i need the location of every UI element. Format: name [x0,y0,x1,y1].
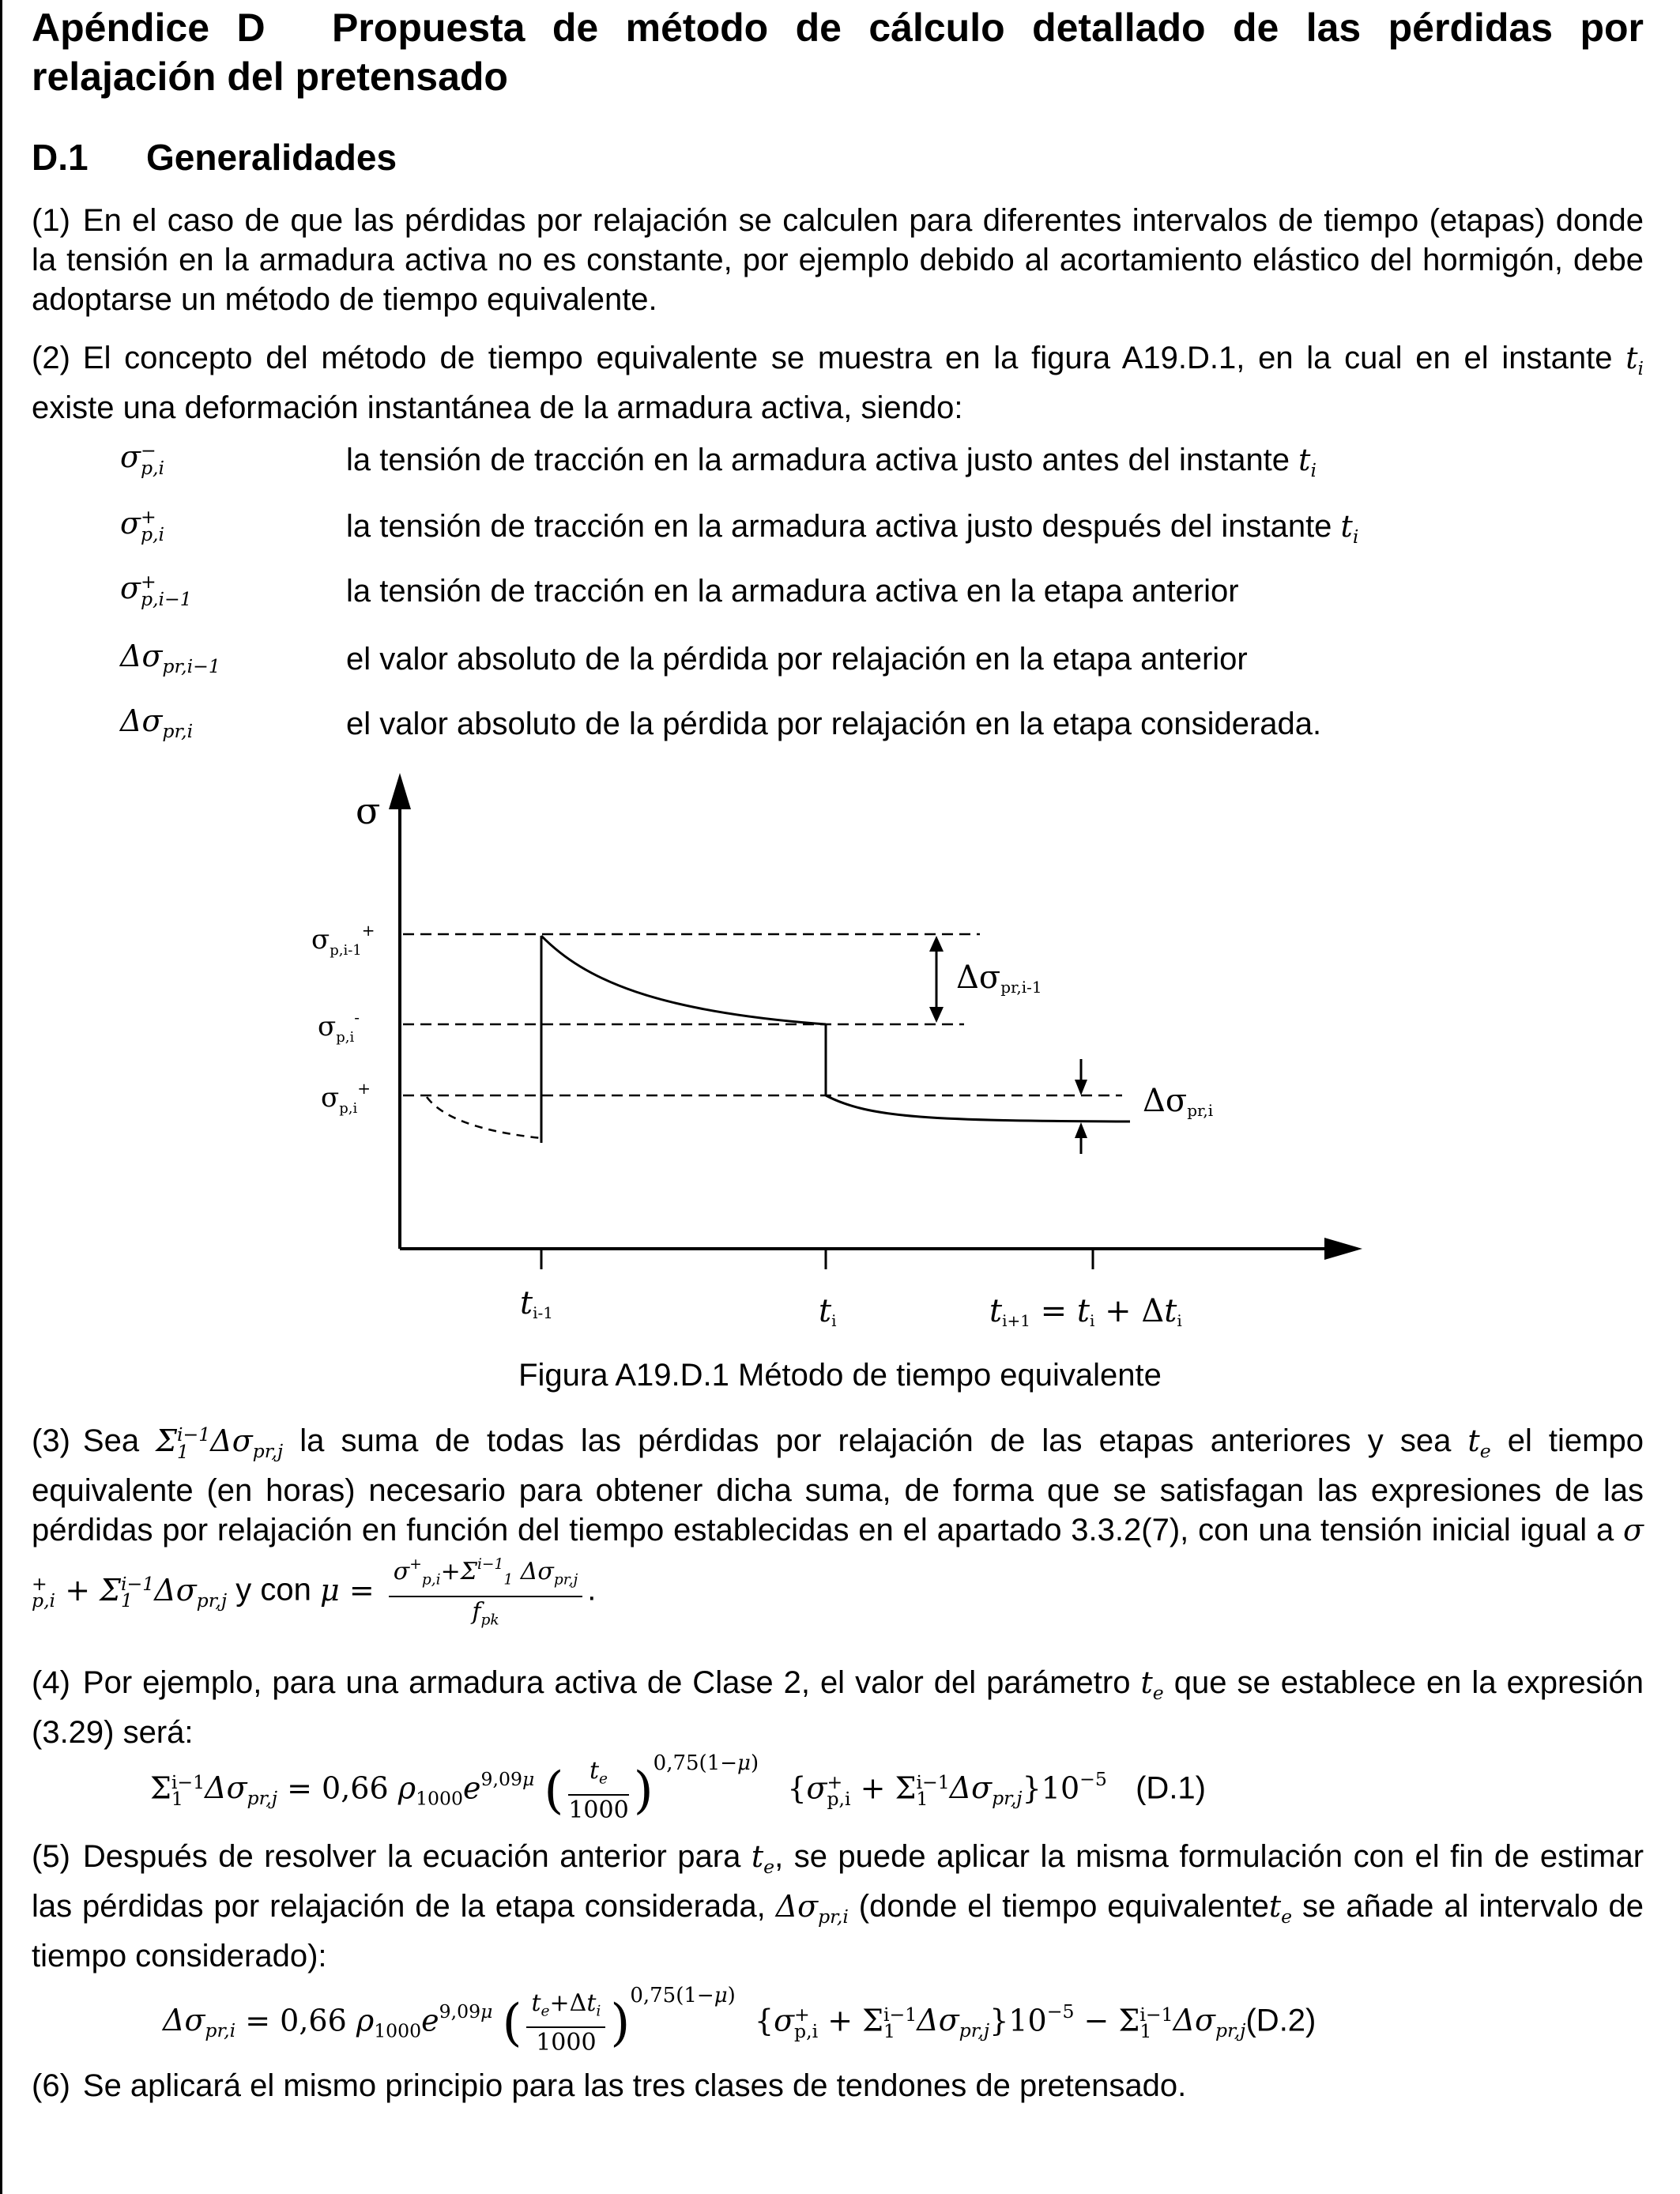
paragraph-number: (2) [32,341,70,375]
symbol-delta-sigma-pr-i-1: $\Delta\sigma_{pr,i-1}$ [120,639,220,678]
paragraph-text-cont: existe una deformación instantánea de la armadura activa, siendo: [32,390,963,426]
paragraph-text: El concepto del método de tiempo equivalente se muestra en la figura A19.D.1, en la cual en el instante [82,341,1613,375]
equation-d1: Σ i−1 1 $\Delta\sigma_{pr,j} = 0,66$ $\rho_{1000}e^{9,09\mu}$ ( $\frac{t_e}{1000}$ )$^{0,75(1-\mu)}$ {σ + p,i + Σ i−1 1 $\Delta\sigma_{pr,j}\}10^{-5}$ (D.1) [150,1751,1206,1825]
label-delta-sigma-pr-i: Δσpr,i [1143,1083,1214,1120]
equation-d2: $\Delta\sigma_{pr,i} = 0,66$ $\rho_{1000}e^{9,09\mu}$ ( $\frac{t_e+\Delta t_i}{1000}$ )$^{0,75(1-\mu)}$ {σ + p,i + Σ i−1 1 $\Delta\sigma_{pr,j}\}10^{-5} - \Sigma$ i−1 1 $\Delta\sigma_{pr,j}(D.2)$ [163,1984,1317,2057]
figure-caption: Figura A19.D.1 Método de tiempo equivalente [518,1358,1162,1393]
paragraph-text: En el caso de que las pérdidas por relajación se calculen para diferentes intervalos de tiempo (etapas) donde la tensión en la armadura activa no es constante, por ejemplo debido al acortamiento elástico del hormigón, debe adoptarse un método de tiempo equivalente. [32,203,1644,317]
math-t-e: $t_e$ [1467,1423,1491,1463]
relaxation-curve-stage-2 [826,1095,1130,1122]
appendix-title: Apéndice D Propuesta de método de cálculo detallado de las pérdidas por relajación del pretensado [32,6,1644,99]
label-sigma-p-i-minus: $\sigma_{p,i}^-$ [318,1008,360,1046]
definition-text: el valor absoluto de la pérdida por relajación en la etapa anterior [346,642,1248,677]
math-t-e: $t_e$ [751,1839,775,1879]
paragraph-2 [32,338,1644,428]
tick-label-t-i-1: ti-1 [520,1285,553,1322]
tick-label-t-i: ti [819,1293,837,1330]
x-axis-arrow-icon [1324,1238,1362,1260]
paragraph-text: que se establece en la expresión (3.29) será: [32,1665,1644,1751]
symbol-sigma-p-i-plus: σ + p,i [120,506,165,545]
arrow-down-icon [1075,1080,1087,1095]
definition-row [120,703,1645,751]
label-delta-sigma-pr-i-1: Δσpr,i-1 [956,959,1042,997]
paragraph-number: (5) [32,1839,70,1874]
tick-label-t-i-plus-1: ti+1 = ti + Δti [989,1293,1182,1330]
section-heading [32,136,397,179]
math-t-e: $t_e$ [1268,1889,1293,1928]
left-margin-rule [0,0,2,2194]
definition-text: la tensión de tracción en la armadura activa justo después del instante $t_i$ [346,509,1359,548]
section-title: Generalidades [146,137,397,178]
definition-row [120,506,1645,553]
symbol-delta-sigma-pr-i: $\Delta\sigma_{pr,i}$ [120,703,194,743]
label-sigma-p-i-1-plus: $\sigma_{p,i-1}^+$ [311,921,375,959]
definition-text: la tensión de tracción en la armadura activa en la etapa anterior [346,574,1239,609]
paragraph-text: Sea [82,1423,140,1458]
equivalent-time-figure [300,759,1375,1359]
paragraph-text: Por ejemplo, para una armadura activa de Clase 2, el valor del parámetro [82,1665,1131,1700]
math-initial-stress: σ + p,i + Σ i−1 1 $\Delta\sigma_{pr,j}$ [32,1513,1644,1612]
y-axis-label: σ [356,790,381,832]
arrow-up-icon [929,936,944,952]
paragraph-number: (6) [32,2068,70,2103]
paragraph-number: (3) [32,1423,70,1458]
section-number: D.1 [32,137,89,178]
paragraph-1 [32,201,1644,319]
definition-text: la tensión de tracción en la armadura activa justo antes del instante $t_i$ [346,443,1317,482]
math-delta-sigma-pr-i: $\Delta\sigma_{pr,i}$ [775,1889,849,1928]
math-t-e: $t_e$ [1140,1665,1164,1705]
equation-number: (D.1) [1136,1770,1206,1806]
previous-relaxation-curve [427,1097,541,1138]
paragraph-text: Después de resolver la ecuación anterior para [82,1839,741,1874]
paragraph-number: (4) [32,1665,70,1700]
arrow-up-icon [1075,1122,1087,1138]
arrow-down-icon [929,1007,944,1023]
definition-row [120,571,1645,618]
paragraph-text: la suma de todas las pérdidas por relajación de las etapas anteriores y sea [299,1423,1452,1458]
math-mu-definition: μ = $\frac{\sigma^+_{p,i}+\Sigma^{i-1}_1 \Delta\sigma_{pr,j}}{f_{pk}}$ [320,1573,587,1608]
equation-number: (D.2) [1245,2003,1317,2038]
definition-row [120,639,1645,686]
definition-row [120,439,1645,487]
relaxation-curve-stage-1 [541,936,826,1024]
paragraph-text: se añade al intervalo de tiempo considerado): [32,1889,1644,1974]
paragraph-text: y con [235,1572,311,1608]
math-sum-delta-sigma-pr-j: Σ i−1 1 $\Delta\sigma_{pr,j}$ [156,1423,284,1463]
math-t-i: $t_i$ [1625,341,1644,380]
paragraph-5 [32,1837,1644,1976]
label-sigma-p-i-plus: $\sigma_{p,i}^+$ [321,1079,371,1117]
paragraph-number: (1) [32,203,70,238]
paragraph-6 [32,2066,1644,2105]
paragraph-text: el tiempo equivalente (en horas) necesario para obtener dicha suma, de forma que se satisfagan las expresiones de las pérdidas por relajación en función del tiempo establecidas en el apartado 3.3.2(7), con una tensión inicial igual a [32,1423,1644,1548]
symbol-sigma-p-i-1-plus: σ + p,i−1 [120,571,192,610]
paragraph-3: (3) Sea Σ i−1 1 $\Delta\sigma_{pr,j}$ la suma de todas las pérdidas por relajación de las etapas anteriores y sea $t_e$ el tiempo equivalente (en horas) necesario para obtener dicha suma, de forma que se satisfagan las expresiones de las pérdidas por relajación en función del tiempo establecidas en el apartado 3.3.2(7), con una tensión inicial igual a σ + p,i + Σ i−1 1 $\Delta\sigma_{pr,j}$ y con μ = $\frac{\sigma^+_{p,i}+\Sigma^{i-1}_1 \Delta\sigma_{pr,j}}{f_{pk}}$ . [32,1423,1644,1629]
paragraph-text: Se aplicará el mismo principio para las tres clases de tendones de pretensado. [82,2068,1187,2103]
definition-text: el valor absoluto de la pérdida por relajación en la etapa considerada. [346,707,1322,741]
symbol-sigma-p-i-minus: σ − p,i [120,439,165,479]
y-axis-arrow-icon [389,773,411,809]
paragraph-text: , se puede aplicar la misma formulación con el fin de estimar las pérdidas por relajación de la etapa considerada, [32,1839,1644,1924]
paragraph-4 [32,1663,1644,1752]
paragraph-text: (donde el tiempo equivalente [858,1889,1269,1924]
